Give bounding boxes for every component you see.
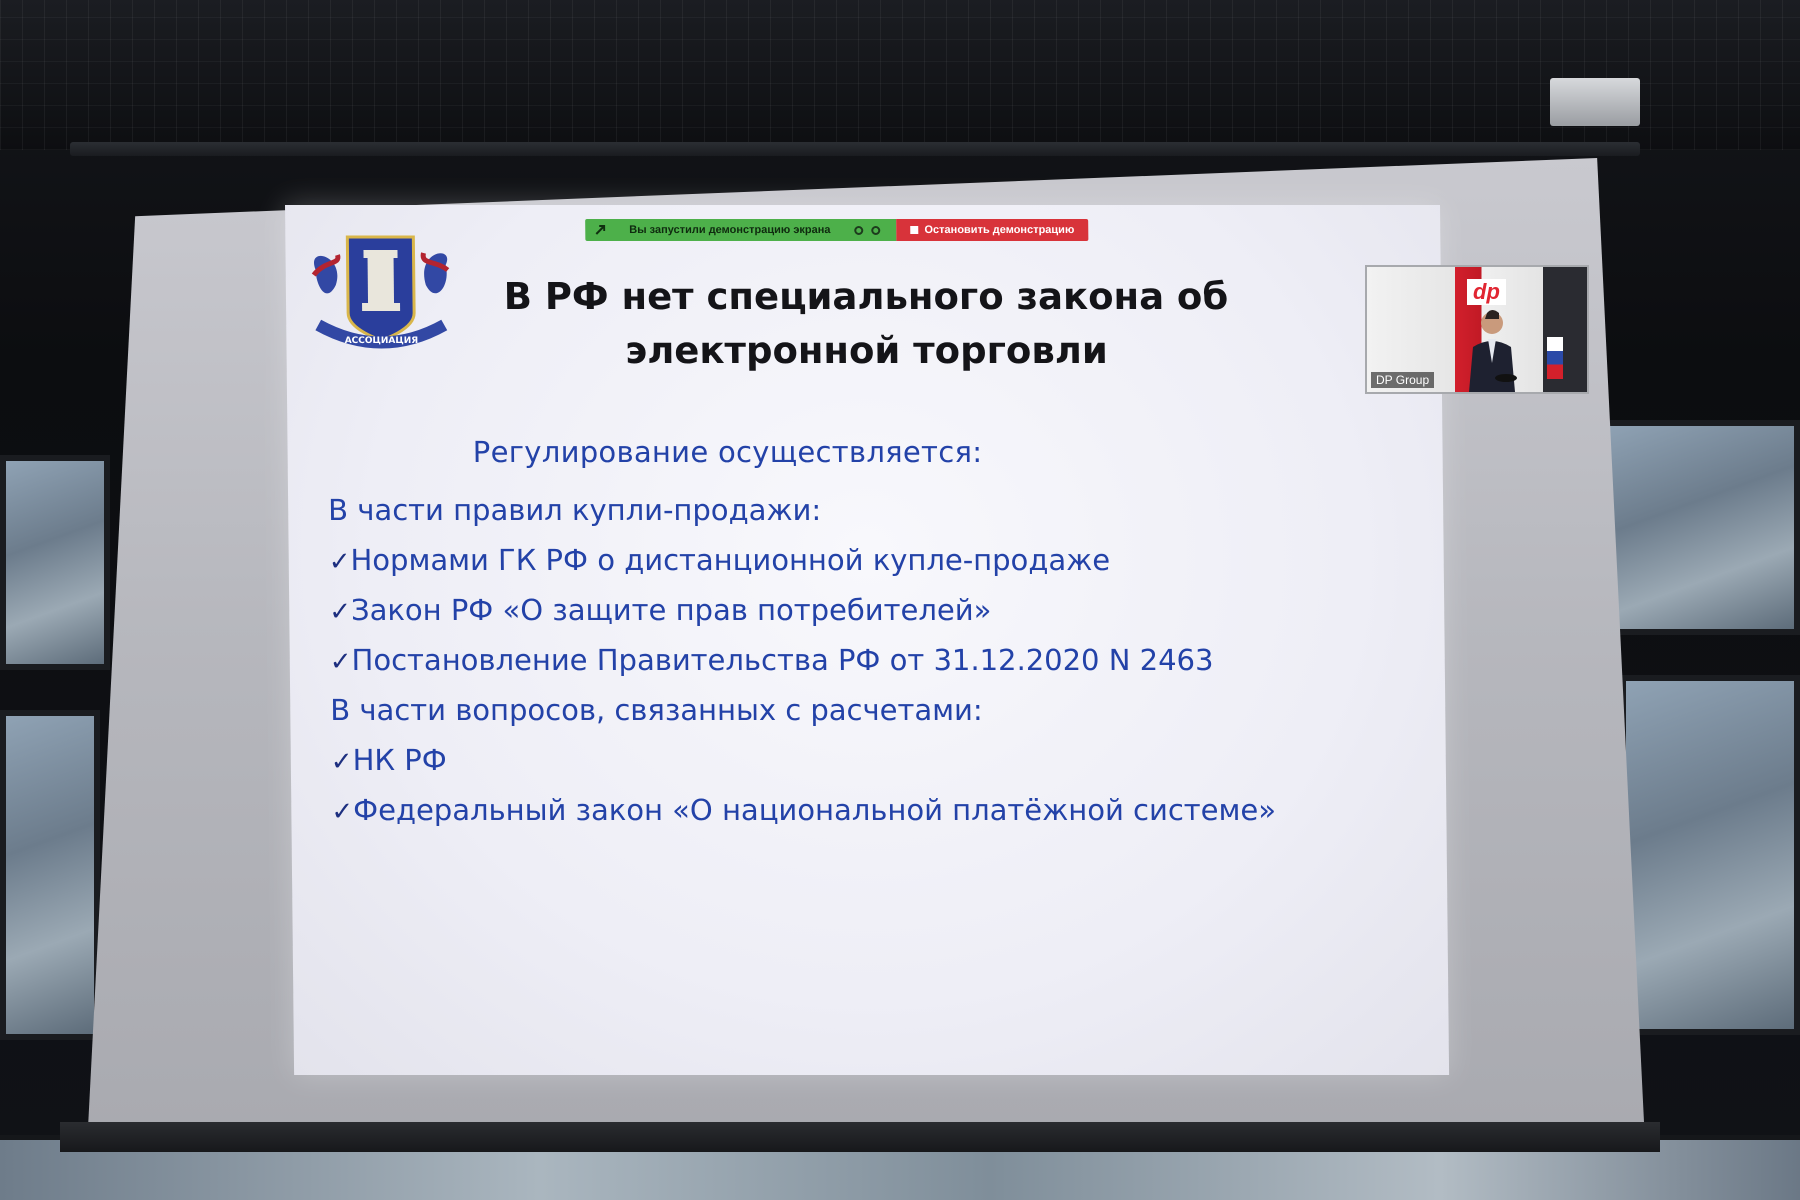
screen-share-bar — [585, 219, 1088, 241]
company-logo: dp — [1467, 279, 1506, 305]
list-item: ✓Нормами ГК РФ о дистанционной купле-продаже — [328, 543, 1111, 577]
screen-housing-end — [1550, 78, 1640, 126]
section-heading: В части правил купли-продажи: — [328, 493, 822, 527]
ceiling — [0, 0, 1800, 150]
stop-share-label: Остановить демонстрацию — [924, 224, 1075, 236]
stop-square-icon — [910, 226, 918, 234]
participant-name: DP Group — [1371, 372, 1434, 388]
list-item: ✓НК РФ — [330, 743, 447, 777]
check-icon: ✓ — [329, 597, 352, 627]
slide-title: В РФ нет специального закона об электронной торговли — [503, 275, 1229, 372]
share-status-text: Вы запустили демонстрацию экрана — [629, 224, 831, 236]
window — [1600, 420, 1800, 635]
share-settings-icon[interactable] — [871, 226, 880, 235]
slide-subtitle: Регулирование осуществляется: — [472, 435, 983, 469]
window — [0, 455, 110, 670]
check-icon: ✓ — [331, 797, 354, 827]
screen-housing — [70, 142, 1640, 156]
slide-body — [327, 435, 1411, 835]
window — [1620, 675, 1800, 1035]
svg-text:АССОЦИАЦИЯ: АССОЦИАЦИЯ — [344, 336, 419, 346]
stop-share-button[interactable] — [896, 219, 1088, 241]
window — [0, 710, 100, 1040]
pause-share-icon[interactable] — [854, 226, 863, 235]
presentation-slide — [285, 205, 1449, 1075]
share-status — [585, 219, 896, 241]
screen-bottom-bar — [60, 1122, 1660, 1152]
list-item: ✓Постановление Правительства РФ от 31.12.2020 N 2463 — [329, 643, 1214, 677]
list-item: ✓Федеральный закон «О национальной платёжной системе» — [331, 793, 1277, 827]
check-icon: ✓ — [328, 547, 351, 577]
participant-video-tile[interactable] — [1365, 265, 1589, 394]
association-emblem-icon — [305, 225, 456, 355]
list-item: ✓Закон РФ «О защите прав потребителей» — [329, 593, 992, 627]
check-icon: ✓ — [330, 747, 353, 777]
check-icon: ✓ — [329, 647, 352, 677]
section-heading: В части вопросов, связанных с расчетами: — [330, 693, 983, 727]
microphone-icon — [1495, 374, 1517, 382]
share-icon — [595, 225, 605, 235]
flag-icon — [1547, 337, 1563, 379]
